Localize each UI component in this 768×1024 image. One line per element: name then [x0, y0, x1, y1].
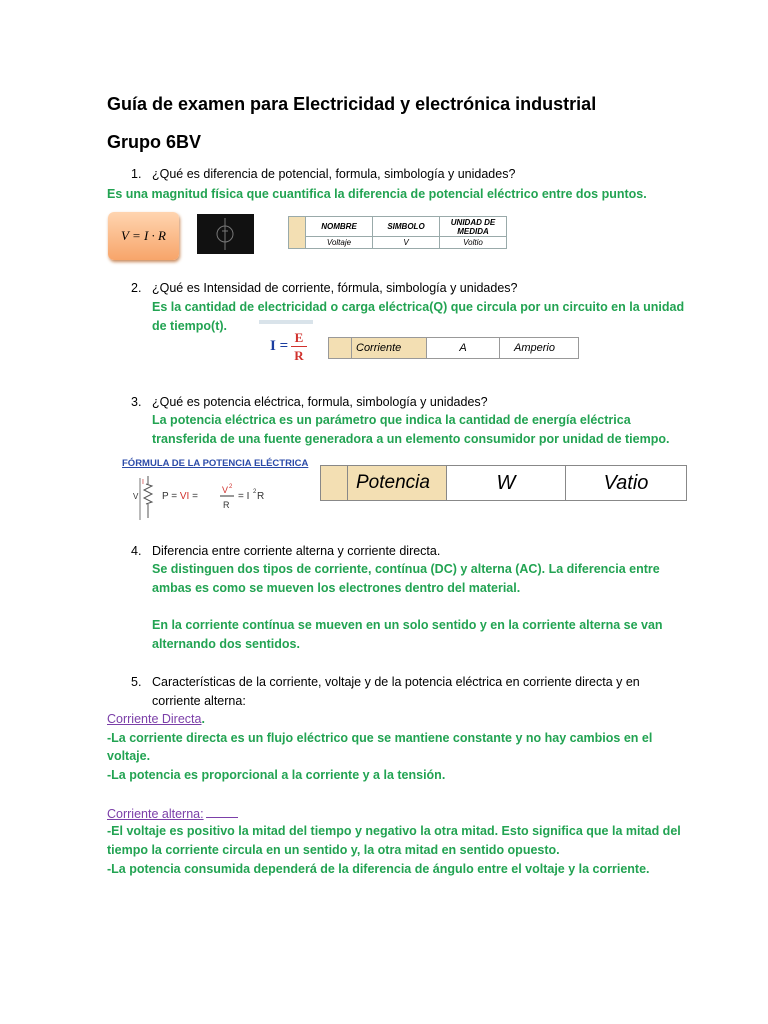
group-heading: Grupo 6BV	[107, 132, 202, 152]
svg-text:= I: = I	[238, 491, 250, 502]
svg-text:P = VI =: P = VI =	[162, 491, 198, 502]
q4-answer-line1: Se distinguen dos tipos de corriente, contínua (DC) y alterna (AC). La diferencia entre	[152, 562, 660, 576]
q3-answer-line1: La potencia eléctrica es un parámetro que indica la cantidad de energía eléctrica	[152, 413, 631, 427]
dc-heading: Corriente Directa.	[107, 712, 205, 726]
formula-I: I =	[270, 338, 289, 354]
ac-line2: tiempo la corriente circula en un sentido y, la otra mitad en sentido opuesto.	[107, 843, 560, 857]
q5-number: 5.	[131, 675, 142, 689]
table-header-symbol: SIMBOLO	[373, 217, 440, 237]
table-cell-unit: Amperio	[500, 338, 579, 359]
ac-heading: Corriente alterna:	[107, 805, 238, 821]
page-title: Guía de examen para Electricidad y electrónica industrial	[107, 94, 597, 114]
q4-answer-line3: En la corriente contínua se mueven en un solo sentido y en la corriente alterna se van	[152, 618, 663, 632]
table-cell-name: Potencia	[348, 466, 447, 501]
voltage-source-icon	[197, 214, 254, 254]
q3-question: ¿Qué es potencia eléctrica, formula, simbología y unidades?	[152, 395, 488, 409]
q4-question: Diferencia entre corriente alterna y corriente directa.	[152, 544, 441, 558]
table-header-spacer	[289, 217, 306, 249]
power-formula-icon	[120, 472, 295, 524]
table-cell-symbol: A	[427, 338, 500, 359]
dc-line1: -La corriente directa es un flujo eléctrico que se mantiene constante y no hay cambios en el	[107, 731, 653, 745]
q2-answer-line2: de tiempo(t).	[152, 319, 227, 333]
table-cell-symbol: V	[373, 237, 440, 249]
q2-answer-line1: Es la cantidad de electricidad o carga eléctrica(Q) que circula por un circuito en la unidad	[152, 300, 685, 314]
q1-answer: Es una magnitud física que cuantifica la diferencia de potencial eléctrico entre dos puntos.	[107, 187, 647, 201]
dc-line3: -La potencia es proporcional a la corriente y a la tensión.	[107, 768, 446, 782]
q1-number: 1.	[131, 167, 142, 181]
voltage-units-table	[288, 216, 507, 249]
formula-R: R	[294, 348, 304, 363]
q2-number: 2.	[131, 281, 142, 295]
q2-question: ¿Qué es Intensidad de corriente, fórmula, simbología y unidades?	[152, 281, 518, 295]
svg-text:2: 2	[253, 489, 257, 495]
table-cell-unit: Voltio	[440, 237, 507, 249]
voltage-source-symbol-image	[197, 214, 254, 254]
current-units-table	[328, 337, 579, 359]
power-formula-title: FÓRMULA DE LA POTENCIA ELÉCTRICA	[122, 458, 309, 469]
q5-question-line2: corriente alterna:	[152, 694, 246, 708]
svg-text:R: R	[223, 500, 230, 510]
q4-number: 4.	[131, 544, 142, 558]
voltage-formula-image	[108, 212, 179, 260]
table-cell-name: Corriente	[352, 338, 427, 359]
power-units-table	[320, 465, 687, 501]
svg-text:2: 2	[229, 484, 233, 490]
table-spacer	[329, 338, 352, 359]
svg-text:V: V	[133, 492, 139, 501]
table-cell-symbol: W	[447, 466, 566, 501]
svg-text:I: I	[142, 479, 144, 486]
table-header-name: NOMBRE	[306, 217, 373, 237]
table-header-unit: UNIDAD DE MEDIDA	[440, 217, 507, 237]
q3-number: 3.	[131, 395, 142, 409]
formula-E: E	[294, 330, 304, 345]
q4-answer-line4: alternando dos sentidos.	[152, 637, 300, 651]
q5-question-line1: Características de la corriente, voltaje y de la potencia eléctrica en corriente directa y en	[152, 675, 640, 689]
q4-answer-line2: ambas es como se mueven los electrones dentro del material.	[152, 581, 521, 595]
q1-question: ¿Qué es diferencia de potencial, formula, simbología y unidades?	[152, 167, 516, 181]
current-formula-image	[259, 320, 313, 366]
svg-text:V: V	[222, 485, 229, 495]
voltage-formula-text: V = I · R	[121, 228, 166, 243]
dc-line2: voltaje.	[107, 749, 151, 763]
svg-text:R: R	[257, 491, 265, 502]
ac-line1: -El voltaje es positivo la mitad del tiempo y negativo la otra mitad. Esto significa que la mitad del	[107, 824, 681, 838]
power-formula-image	[120, 456, 309, 526]
table-cell-name: Voltaje	[306, 237, 373, 249]
q3-answer-line2: transferida de una fuente generadora a un elemento consumidor por unidad de tiempo.	[152, 432, 670, 446]
table-cell-unit: Vatio	[566, 466, 687, 501]
table-spacer	[321, 466, 348, 501]
ac-line3: -La potencia consumida dependerá de la diferencia de ángulo entre el voltaje y la corriente.	[107, 862, 650, 876]
